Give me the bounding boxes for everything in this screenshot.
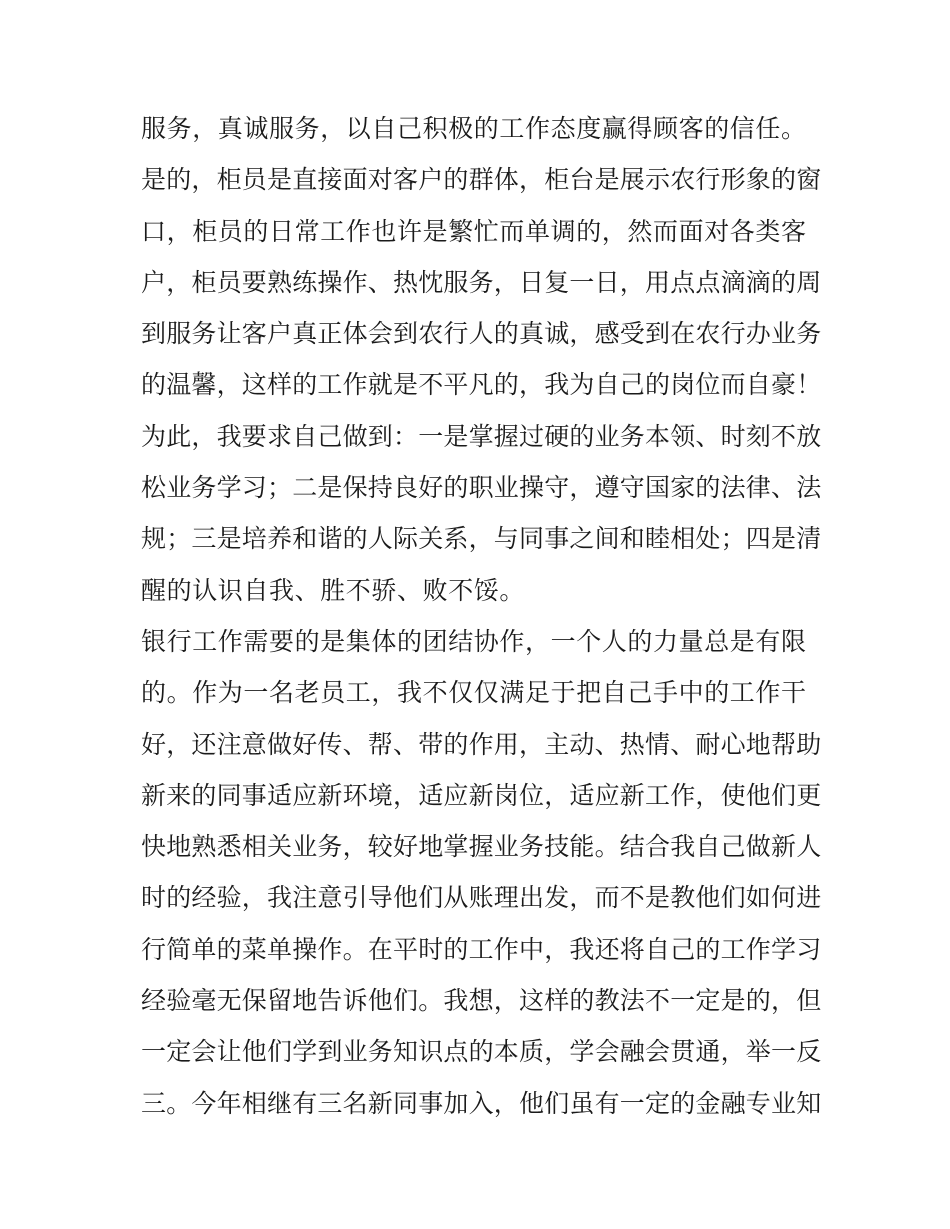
text-line: 口，柜员的日常工作也许是繁忙而单调的，然而面对各类客 — [141, 216, 807, 246]
text-line: 经验毫无保留地告诉他们。我想，这样的教法不一定是的，但 — [141, 986, 822, 1016]
text-line: 的。作为一名老员工，我不仅仅满足于把自己手中的工作干 — [141, 678, 807, 708]
text-line: 银行工作需要的是集体的团结协作，一个人的力量总是有限 — [141, 626, 807, 656]
text-line: 醒的认识自我、胜不骄、败不馁。 — [141, 575, 526, 605]
text-line: 一定会让他们学到业务知识点的本质，学会融会贯通，举一反 — [141, 1037, 822, 1067]
text-line: 规；三是培养和谐的人际关系，与同事之间和睦相处；四是清 — [141, 524, 822, 554]
text-line: 是的，柜员是直接面对客户的群体，柜台是展示农行形象的窗 — [141, 165, 822, 195]
body-text — [141, 107, 821, 1133]
text-line: 时的经验，我注意引导他们从账理出发，而不是教他们如何进 — [141, 883, 822, 913]
text-line: 为此，我要求自己做到：一是掌握过硬的业务本领、时刻不放 — [141, 421, 822, 451]
text-line: 快地熟悉相关业务，较好地掌握业务技能。结合我自己做新人 — [141, 832, 822, 862]
text-line: 到服务让客户真正体会到农行人的真诚，感受到在农行办业务 — [141, 319, 822, 349]
text-line: 新来的同事适应新环境，适应新岗位，适应新工作，使他们更 — [141, 780, 822, 810]
text-line: 好，还注意做好传、帮、带的作用，主动、热情、耐心地帮助 — [141, 729, 822, 759]
text-line: 行简单的菜单操作。在平时的工作中，我还将自己的工作学习 — [141, 934, 822, 964]
text-line: 户，柜员要熟练操作、热忱服务，日复一日，用点点滴滴的周 — [141, 267, 822, 297]
text-line: 松业务学习；二是保持良好的职业操守，遵守国家的法律、法 — [141, 473, 822, 503]
text-line: 服务，真诚服务，以自己积极的工作态度赢得顾客的信任。 — [141, 114, 807, 143]
text-line: 三。今年相继有三名新同事加入，他们虽有一定的金融专业知 — [141, 1088, 822, 1118]
text-line: 的温馨，这样的工作就是不平凡的，我为自己的岗位而自豪！ — [141, 370, 822, 400]
